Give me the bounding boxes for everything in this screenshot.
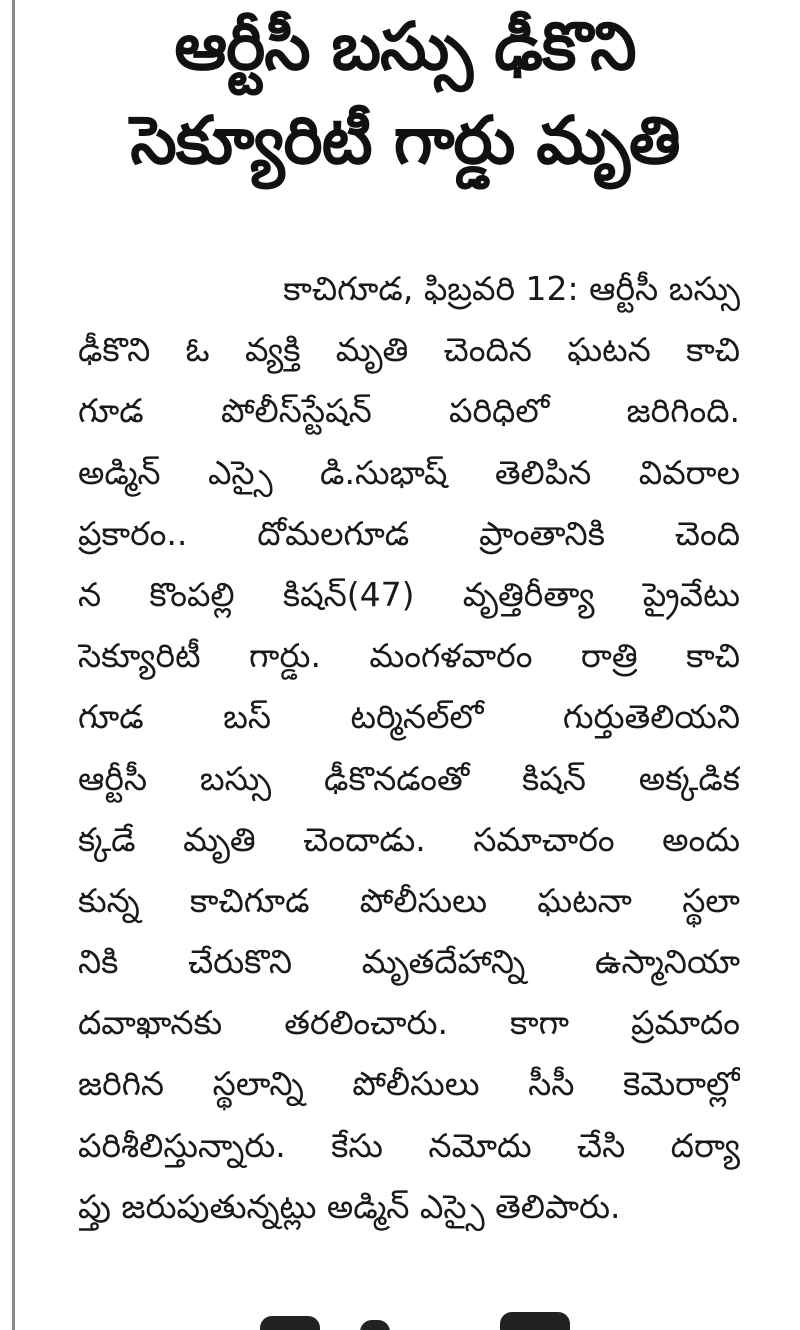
article-line: సెక్యూరిటీ గార్డు. మంగళవారం రాత్రి కాచి [78, 636, 740, 676]
article-line: కాచిగూడ, ఫిబ్రవరి 12: ఆర్టీసీ బస్సు [283, 269, 740, 308]
article-line: గూడ బస్ టర్మినల్‌లో గుర్తుతెలియని [78, 697, 740, 737]
headline [30, 0, 780, 188]
article-line: గూడ పోలీస్‌స్టేషన్ పరిధిలో జరిగింది. [78, 391, 740, 431]
headline-line-1: ఆర్టీసీ బస్సు ఢీకొని [174, 8, 636, 85]
article-line: ప్తు జరుపుతున్నట్లు అడ్మిన్ ఎస్సై తెలిపారు. [78, 1186, 621, 1226]
headline-line-2: సెక్యూరిటీ గార్డు మృతి [130, 102, 680, 179]
article-line: ఢీకొని ఓ వ్యక్తి మృతి చెందిన ఘటన కాచి [78, 330, 740, 370]
article-line: అడ్మిన్ ఎస్సై డి.సుభాష్ తెలిపిన వివరాల [78, 452, 740, 492]
next-article-headline-fragment [250, 1306, 610, 1330]
article-line: పరిశీలిస్తున్నారు. కేసు నమోదు చేసి దర్యా [78, 1125, 740, 1165]
article-line: ప్రకారం.. దోమలగూడ ప్రాంతానికి చెంది [78, 513, 740, 553]
article-line: జరిగిన స్థలాన్ని పోలీసులు సీసీ కెమెరాల్లో [78, 1064, 740, 1104]
column-divider [12, 0, 15, 1330]
article-line: క్కడే మృతి చెందాడు. సమాచారం అందు [78, 819, 740, 859]
article-line: దవాఖానకు తరలించారు. కాగా ప్రమాదం [78, 1003, 740, 1043]
article-line: నికి చేరుకొని మృతదేహాన్ని ఉస్మానియా [78, 942, 740, 982]
article-line: కున్న కాచిగూడ పోలీసులు ఘటనా స్థలా [78, 880, 740, 920]
article-line: ఆర్టీసీ బస్సు ఢీకొనడంతో కిషన్ అక్కడిక [78, 758, 740, 798]
article-body [78, 258, 740, 1237]
article-line: న కొంపల్లి కిషన్(47) వృత్తిరీత్యా ప్రైవేటు [78, 574, 740, 614]
